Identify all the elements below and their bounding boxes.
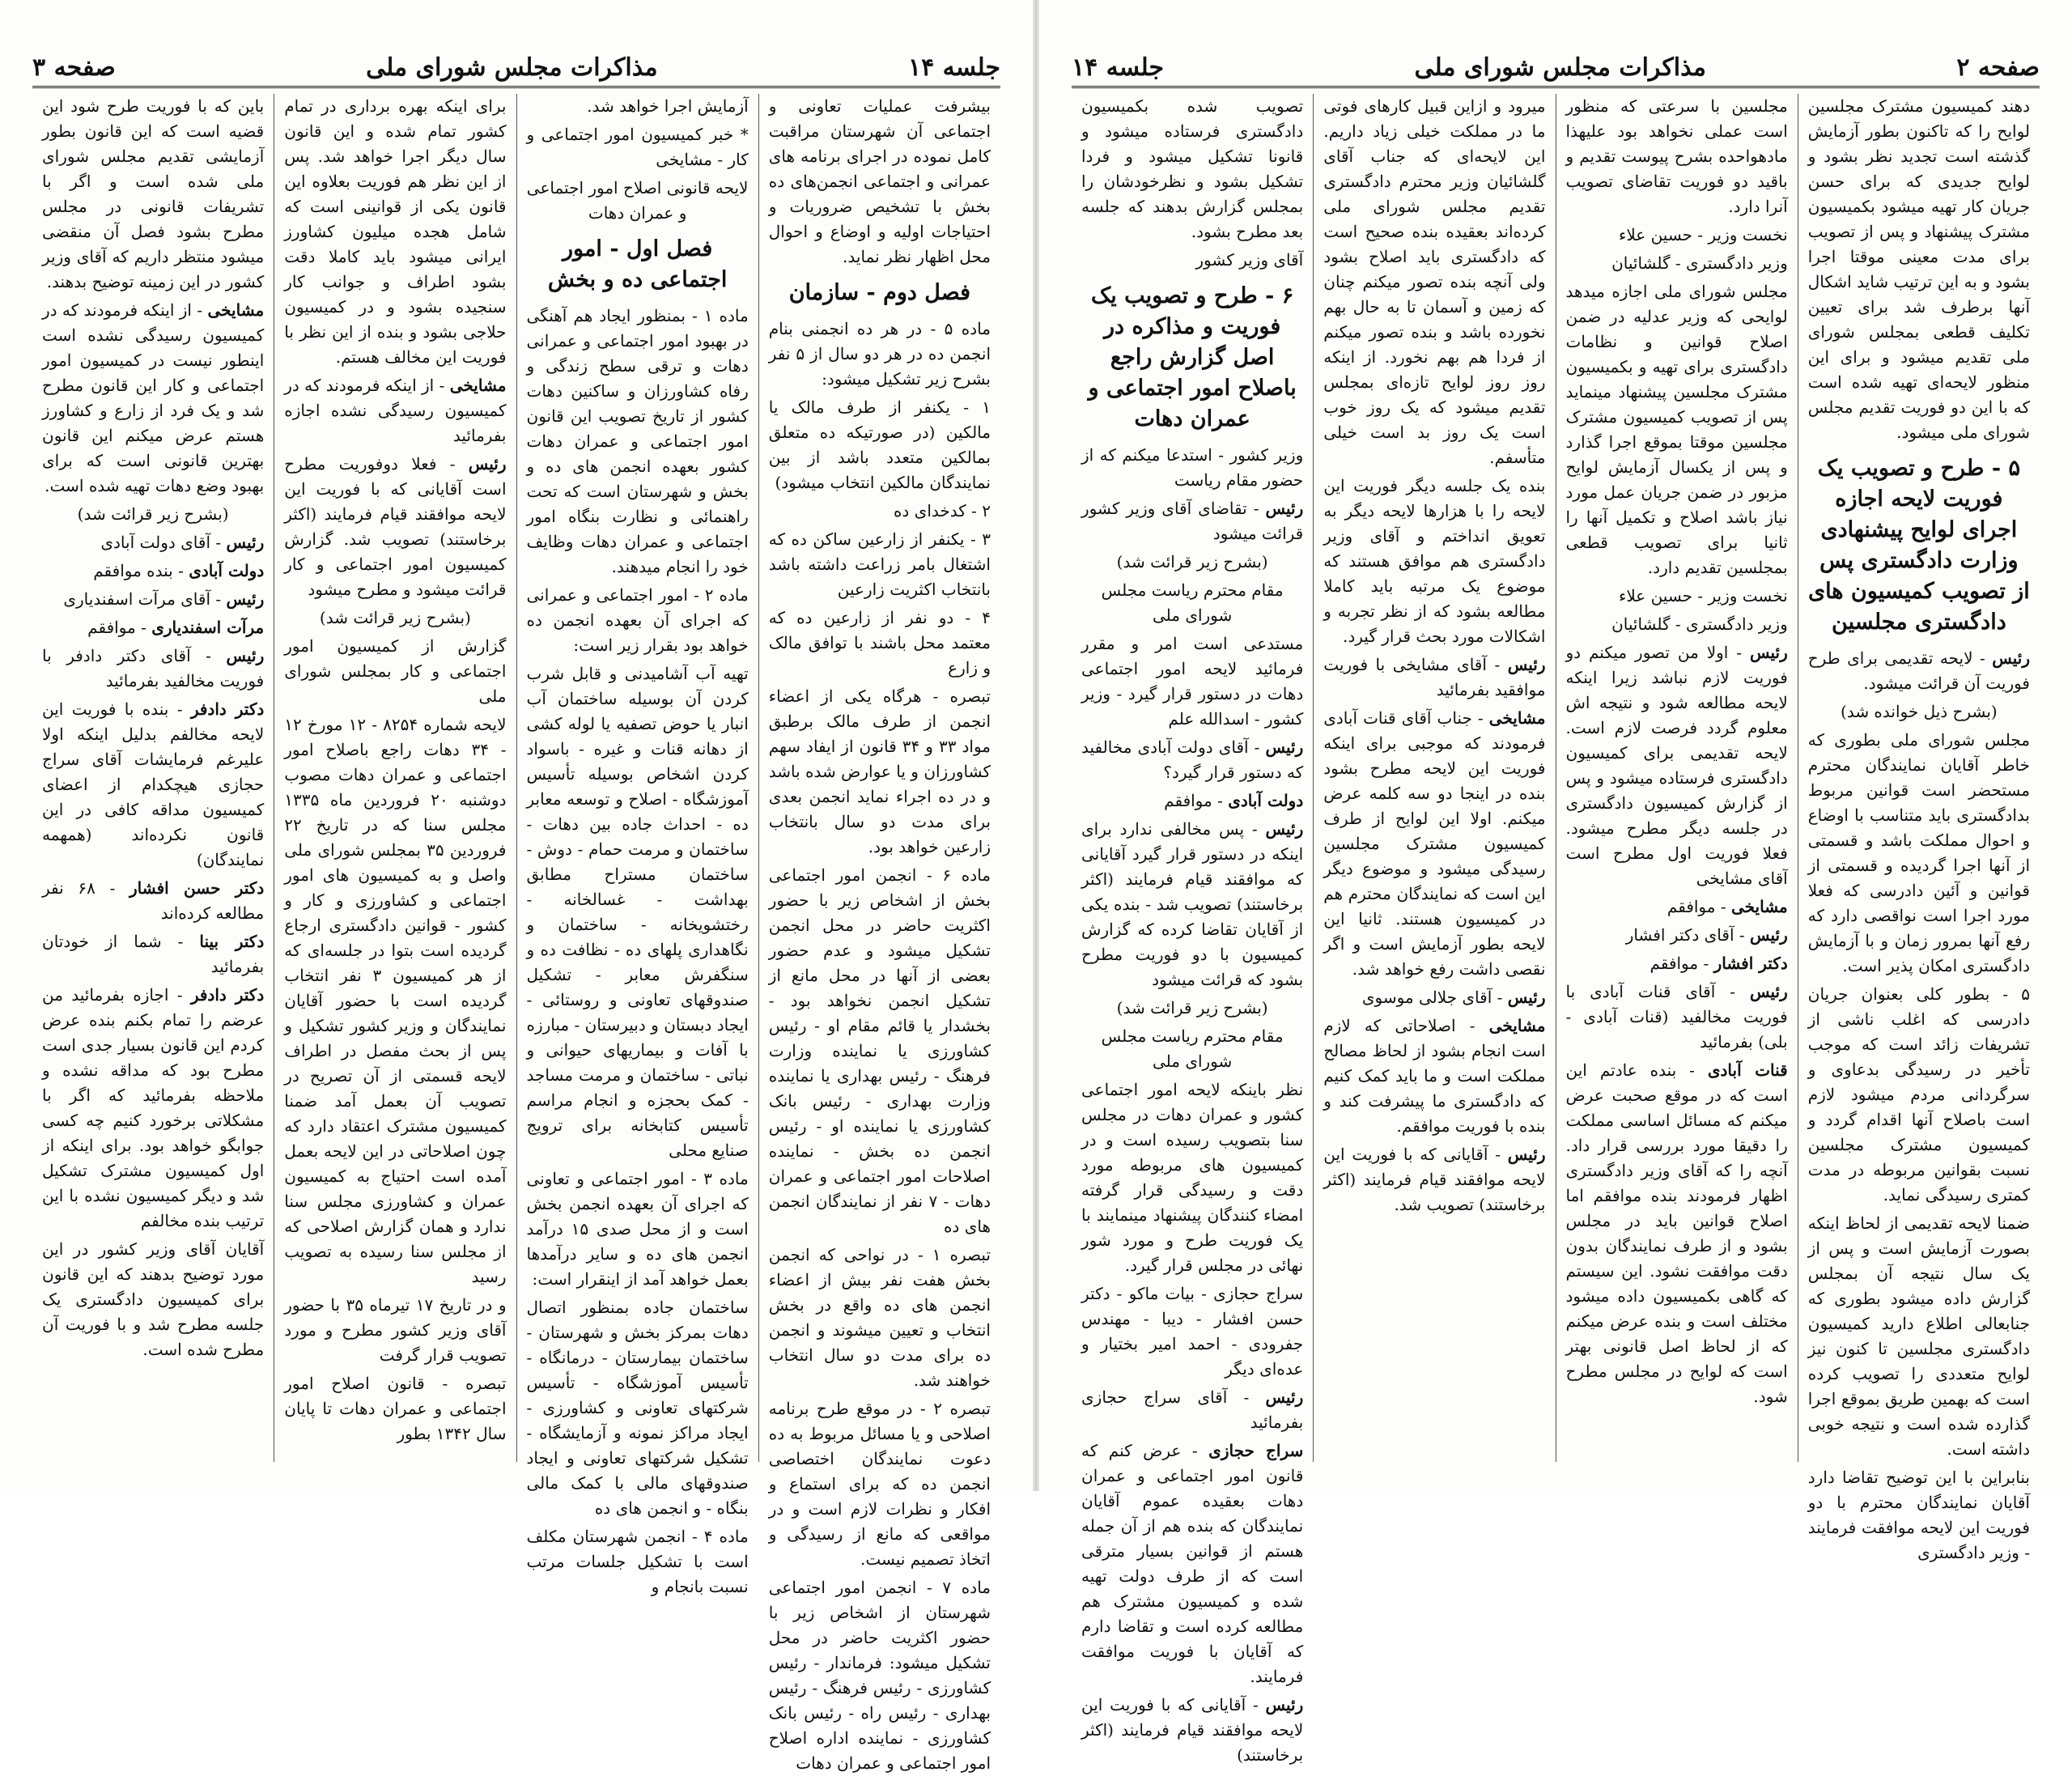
paragraph: تبصره - قانون اصلاح امور اجتماعی و عمران دهات تا پایان سال ۱۳۴۲ بطور (284, 1374, 507, 1443)
paragraph: دهند کمیسیون مشترک مجلسین لوایح را که تاکنون بطور آزمایش گذشته است تجدید نظر بشود و لوایح جدیدی که برای حسن جریان کار تهیه میشود بکمیسیون مشترک پیشنهاد و پس از تصویب برای مدت معینی موقتا اجرا بشود و به این ترتیب شاید اشکال آنها برطرف شد برای تعیین تکلیف قطعی بمجلس شورای ملی تقدیم میشود و برای این منظور لایحه‌ای تهیه شده است که با این دو فوریت تقدیم مجلس شورای ملی میشود. (1807, 96, 2030, 442)
right-header-rule (1072, 86, 2040, 88)
speaker-name: رئیس (468, 454, 507, 474)
speaker-paragraph: رئیس - آقای دولت آبادی مخالفید که دستور قرار گیرد؟ (1081, 737, 1304, 782)
paragraph: آقایان آقای وزیر کشور در این مورد توضیح بدهند که این قانون برای کمیسیون دادگستری یک جلسه مطرح شد و با فوریت آن مطرح شده است. (42, 1239, 265, 1359)
centered-line: (بشرح زیر قرائت شد) (319, 608, 471, 627)
speaker-paragraph: رئیس - اولا من تصور میکنم دو فوریت لازم نباشد زیرا اینکه لایحه مطالعه شود و نتیجه اش معلوم گردد فرصت لازم است. لایحه تقدیمی برای کمیسیون دادگستری فرستاده میشود و پس از گزارش کمیسیون دادگستری در جلسه دیگر مطرح میشود. فعلا فوریت اول مطرح است آقای مشایخی (1565, 643, 1788, 888)
speaker-name: دکتر بینا (199, 932, 265, 951)
paragraph: ماده ۳ - امور اجتماعی و تعاونی که اجرای آن بعهده انجمن بخش است و از محل صدی ۱۵ درآمد انجمن های ده و سایر درآمدها بعمل خواهد آمد از اینقرار است: (526, 1169, 749, 1289)
paragraph: ضمنا لایحه تقدیمی از لحاظ اینکه بصورت آزمایش است و پس از یک سال نتیجه آن بمجلس گزارش داده میشود بطوری که جنابعالی اطلاع دارید کمیسیون دادگستری مجلسین تا کنون نیز لوایح متعددی را تصویب کرده است که بهمین طریق بموقع اجرا گذارده شده است و نتیجه خوبی داشته است. (1807, 1213, 2030, 1459)
speaker-paragraph: رئیس - آقای دولت آبادی (100, 533, 265, 552)
speaker-name: دولت آبادی (189, 561, 265, 580)
paragraph: نظر باینکه لایحه امور اجتماعی کشور و عمران دهات در مجلس سنا بتصویب رسیده است و در کمیسیون های مربوطه مورد دقت و رسیدگی قرار گرفته امضاء کنندگان پیشنهاد مینمایند با یک فوریت طرح و مورد شور نهائی در مجلس قرار گیرد. (1081, 1080, 1304, 1275)
paragraph: تبصره ۱ - در نواحی که انجمن بخش هفت نفر بیش از اعضاء انجمن های ده واقع در بخش انتخاب و تعیین میشوند و انجمن ده برای مدت دو سال انتخاب خواهند شد. (768, 1245, 991, 1390)
speaker-name: دولت آبادی (1228, 791, 1304, 810)
right-page-number: صفحه ۲ (1956, 53, 2040, 82)
centered-line: (بشرح زیر قرائت شد) (1116, 998, 1268, 1018)
speaker-paragraph: رئیس - آقای دکتر افشار (1625, 925, 1788, 945)
paragraph: تبصره - هرگاه یکی از اعضاء انجمن از طرف مالک برطبق مواد ۳۳ و ۳۴ قانون از ایفاد سهم کشاورزان و یا عوارض شده باشد و در ده اجراء نماید انجمن بعدی برای مدت دو سال بانتخاب زارعین خواهد بود. (768, 686, 991, 856)
left-page-title: مذاکرات مجلس شورای ملی (366, 53, 658, 82)
paragraph: مجلس شورای ملی اجازه میدهد لوایحی که وزیر عدلیه در ضمن اصلاح قوانین و نظامات دادگستری برای تهیه و بکمیسیون مشترک مجلسین پیشنهاد مینماید پس از تصویب کمیسیون مشترک مجلسین موقتا بموقع اجرا گذارد و پس از یکسال آزمایش لوایح مزبور در ضمن جریان عمل مورد نیاز باشد اصلاح و تکمیل آنها را ثانیا برای تصویب قطعی بمجلسین تقدیم دارد. (1565, 282, 1788, 577)
page-gutter (1033, 0, 1039, 1491)
speaker-paragraph: دکتر بینا - شما از خودتان بفرمائید (42, 932, 265, 976)
left-page-number: صفحه ۳ (32, 53, 116, 82)
paragraph: میرود و ازاین قبیل کارهای فوتی ما در مملکت خیلی زیاد داریم. این لایحه‌ای که جناب آقای گلشائیان وزیر محترم دادگستری تقدیم مجلس شورای ملی کرده‌اند بعقیده بنده صحیح است که دادگستری باید اصلاح بشود ولی آنچه بنده تصور میکنم چنان که زمین و آسمان تا به حال بهم نخورده باشد و بنده تصور میکنم از فردا هم بهم نخورد. از اینکه روز روز لوایح تازه‌ای بمجلس تقدیم میشود که یک روز خوب است یک روز بد است خیلی متأسفم. (1323, 96, 1546, 467)
speaker-paragraph: قنات آبادی - بنده عادتم این است که در موقع صحبت عرض میکنم که مسائل اساسی مملکت را دقیقا مورد بررسی قرار داد. آنچه را که آقای وزیر دادگستری اظهار فرمودند بنده موافقم اما اصلاح قوانین باید در مجلس بشود و از طرف نمایندگان بدون دقت موافقت نشود. این سیستم که گاهی بکمیسیون داده میشود مختلف است و بنده عرض میکنم که از لحاظ اصل قانونی بهتر است که لوایح در مجلس مطرح شود. (1565, 1060, 1788, 1406)
paragraph: وزیر دادگستری - گلشائیان (1611, 253, 1788, 273)
speaker-paragraph: رئیس - لایحه تقدیمی برای طرح فوریت آن قرائت میشود. (1807, 648, 2030, 693)
paragraph: وزیر دادگستری - گلشائیان (1611, 614, 1788, 634)
speaker-paragraph: مشایخی - از اینکه فرمودند که در کمیسیون رسیدگی نشده اجازه بفرمائید (284, 376, 507, 445)
speaker-paragraph: رئیس - آقای قنات آبادی با فوریت مخالفید (قنات آبادی - بلی) بفرمائید (1565, 982, 1788, 1052)
paragraph: وزیر کشور - استدعا میکنم که از حضور مقام ریاست (1081, 445, 1304, 490)
centered-line: مقام محترم ریاست مجلس شورای ملی (1101, 580, 1284, 625)
text-column (758, 94, 1000, 1773)
speaker-name: رئیس (1749, 982, 1788, 1001)
paragraph: ماده ۲ - امور اجتماعی و عمرانی که اجرای آن بعهده انجمن ده خواهد بود بقرار زیر است: (526, 585, 749, 655)
speaker-name: دکتر دادفر (190, 985, 265, 1005)
centered-line: (بشرح زیر قرائت شد) (1116, 552, 1268, 571)
paragraph: برای اینکه بهره برداری در تمام کشور تمام شده و این قانون سال دیگر اجرا خواهد شد. پس از این نظر هم فوریت بعلاوه این قانون یکی از قوانینی است که شامل هجده میلیون کشاورز ایرانی میشود باید کاملا دقت بشود اطراف و جوانب کار سنجیده بشود و در کمیسیون حلاجی بشود و بنده از این نظر با فوریت این مخالف هستم. (284, 96, 507, 367)
paragraph: تبصره ۲ - در موقع طرح برنامه اصلاحی و یا مسائل مربوط به ده دعوت نمایندگان اختصاصی انجمن ده که برای استماع و افکار و نظرات لازم است و در مواقعی که مانع از رسیدگی و اتخاذ تصمیم نیست. (768, 1399, 991, 1569)
speaker-name: مشایخی (449, 376, 507, 395)
section-heading: ۶ - طرح و تصویب یک فوریت و مذاکره در اصل گزارش راجع باصلاح امور اجتماعی و عمران دهات (1088, 283, 1297, 431)
speaker-paragraph: رئیس - آقای مرآت اسفندیاری (63, 589, 265, 609)
speaker-paragraph: رئیس - پس مخالفی ندارد برای اینکه در دستور قرار گیرد آقایانی که موافقند قیام فرمایند (اکثر برخاستند) تصویب شد - بنده یکی از آقایان تقاضا کرده که گزارش کمیسیون با دو فوریت مطرح بشود که قرائت میشود (1081, 819, 1304, 989)
section-heading: ۵ - طرح و تصویب یک فوریت لایحه اجازه اجرای لوایح پیشنهادی وزارت دادگستری پس از تصویب کمیسیون های دادگستری مجلسین (1807, 456, 2030, 635)
paragraph: ۱ - یکنفر از طرف مالک یا مالکین (در صورتیکه ده متعلق بمالکین متعدد باشد از بین نمایندگان مالکین انتخاب میشود) (768, 397, 991, 492)
speaker-name: رئیس (1265, 737, 1304, 757)
speaker-name: دکتر دادفر (190, 699, 265, 719)
paragraph: ۴ - دو نفر از زارعین ده که معتمد محل باشند با توافق مالک و زارع (768, 608, 991, 678)
text-column (1798, 94, 2040, 1562)
right-page (1039, 0, 2072, 1765)
speaker-name: دکتر افشار (1713, 954, 1788, 973)
speaker-name: رئیس (1265, 1695, 1304, 1714)
paragraph: آقای وزیر کشور (1195, 250, 1304, 270)
speaker-name: مشایخی (1730, 897, 1788, 916)
speaker-paragraph: دکتر دادفر - اجازه بفرمائید من عرضم را تمام بکنم بنده عرض کردم این قانون بسیار جدی است مطرح بود که مداقه نشده و ملاحظه بفرمائید که اگر با مشکلاتی برخورد کنیم چه کسی جوابگو خواهد بود. برای اینکه از اول کمیسیون مشترک تشکیل شد و دیگر کمیسیون نشده با این ترتیب بنده مخالفم (42, 985, 265, 1230)
centered-line: لایحه قانونی اصلاح امور اجتماعی و عمران دهات (526, 178, 749, 223)
speaker-name: رئیس (1507, 988, 1546, 1007)
paragraph: مجلسین با سرعتی که منظور است عملی نخواهد بود علیهذا مادهواحده بشرح پیوست تقدیم و باقید دو فوریت تقاضای تصویب آنرا دارد. (1565, 96, 1788, 216)
right-page-header (1072, 47, 2040, 87)
paragraph: ماده ۶ - انجمن امور اجتماعی بخش از اشخاص زیر با حضور اکثریت حاضر در محل انجمن تشکیل میشود و عدم حضور بعضی از آنها در محل مانع از تشکیل انجمن نخواهد بود - بخشدار یا قائم مقام او - رئیس کشاورزی یا نماینده وزارت فرهنگ - رئیس بهداری یا نماینده وزارت بهداری - رئیس بانک کشاورزی یا نماینده او - رئیس انجمن ده بخش - نماینده اصلاحات امور اجتماعی و عمران دهات - ۷ نفر از نمایندگان انجمن های ده (768, 865, 991, 1236)
text-column (274, 94, 516, 1462)
centered-line: مقام محترم ریاست مجلس شورای ملی (1101, 1026, 1284, 1071)
speaker-paragraph: مشایخی - موافقم (1667, 897, 1788, 916)
paragraph: و در تاریخ ۱۷ تیرماه ۳۵ با حضور آقای وزیر کشور مطرح و مورد تصویب قرار گرفت (284, 1295, 507, 1365)
speaker-paragraph: دولت آبادی - بنده موافقم (93, 561, 265, 580)
speaker-paragraph: دکتر حسن افشار - ۶۸ نفر مطالعه کرده‌اند (42, 878, 265, 923)
paragraph: ساختمان جاده بمنظور اتصال دهات بمرکز بخش و شهرستان - ساختمان بیمارستان - درمانگاه - تأسیس آموزشگاه - تأسیس شرکتهای تعاونی و کشاورزی - ایجاد مراکز نمونه و آزمایشگاه - تشکیل شرکتهای تعاونی و ایجاد صندوقهای مالی با کمک مالی بنگاه - و انجمن های ده (526, 1298, 749, 1518)
speaker-name: رئیس (1749, 643, 1788, 662)
paragraph: تصویب شده بکمیسیون دادگستری فرستاده میشود و قانونا تشکیل میشود و فردا تشکیل بشود و نظرخودشان را بمجلس گزارش بدهند که جلسه بعد مطرح بشود. (1081, 96, 1304, 241)
speaker-paragraph: رئیس - آقای مشایخی با فوریت موافقید بفرمائید (1323, 655, 1546, 699)
left-page (0, 0, 1033, 1773)
paragraph: نخست وزیر - حسین علاء (1618, 586, 1788, 605)
paragraph: ۲ - کدخدای ده (893, 501, 991, 520)
paragraph: بنابراین با این توضیح تقاضا دارد آقایان نمایندگان محترم با دو فوریت این لایحه موافقت فرمایند - وزیر دادگستری (1807, 1468, 2030, 1562)
paragraph: ماده ۷ - انجمن امور اجتماعی شهرستان از اشخاص زیر با حضور اکثریت حاضر در محل تشکیل میشود: فرماندار - رئیس کشاورزی - رئیس فرهنگ - رئیس بهداری - رئیس راه - رئیس بانک کشاورزی - نماینده اداره اصلاح امور اجتماعی و عمران دهات (768, 1578, 991, 1773)
paragraph: بیشرفت عملیات تعاونی و اجتماعی آن شهرستان مراقبت کامل نموده در اجرای برنامه های عمرانی و اجتماعی انجمن‌های ده بخش با تشخیص ضروریات و احتیاجات اولیه و اوضاع و احوال محل اظهار نظر نماید. (768, 96, 991, 266)
paragraph: آزمایش اجرا خواهد شد. (587, 96, 749, 116)
speaker-paragraph: مرآت اسفندیاری - موافقم (87, 618, 265, 637)
speaker-paragraph: رئیس - آقای دکتر دادفر با فوریت مخالفید بفرمائید (42, 646, 265, 690)
speaker-name: مشایخی (1488, 708, 1546, 728)
paragraph: * خبر کمیسیون امور اجتماعی و کار - مشایخی (526, 125, 749, 169)
paragraph: ماده ۵ - در هر ده انجمنی بنام انجمن ده در هر دو سال از ۵ نفر بشرح زیر تشکیل میشود: (768, 319, 991, 389)
speaker-name: دکتر حسن افشار (130, 878, 265, 898)
text-column (32, 94, 274, 1462)
paragraph: سراج حجازی - بیات ماکو - دکتر حسن افشار - دیبا - مهندس جفرودی - احمد امیر بختیار و عده‌ای دیگر (1081, 1284, 1304, 1379)
text-column (1556, 94, 1798, 1462)
speaker-name: رئیس (1507, 655, 1546, 674)
left-header-rule (32, 86, 1000, 88)
paragraph: مستدعی است امر و مقرر فرمائید لایحه امور اجتماعی دهات در دستور قرار گیرد - وزیر کشور - اسدالله علم (1081, 634, 1304, 729)
paragraph: ماده ۴ - انجمن شهرستان مکلف است با تشکیل جلسات مرتب نسبت بانجام و (526, 1527, 749, 1596)
speaker-paragraph: رئیس - آقایانی که با فوریت این لایحه موافقند قیام فرمایند (اکثر برخاستند) (1081, 1695, 1304, 1765)
speaker-paragraph: رئیس - آقای جلالی موسوی (1361, 988, 1546, 1007)
text-column (1072, 94, 1313, 1765)
speaker-name: رئیس (226, 646, 265, 665)
paragraph: لایحه شماره ۸۲۵۴ - ۱۲ مورخ ۱۲ - ۳۴ دهات راجع باصلاح امور اجتماعی و عمران دهات مصوب دوشنبه ۲۰ فروردین ماه ۱۳۳۵ مجلس سنا که در تاریخ ۲۲ فروردین ۳۵ بمجلس شورای ملی واصل و به کمیسیون های امور اجتماعی و کشاورزی و کار و کشور - قوانین دادگستری ارجاع گردیده است بتوا در جلسه‌ای که از هر کمیسیون ۳ نفر انتخاب گردیده است با حضور آقایان نمایندگان و وزیر کشور تشکیل و پس از بحث مفصل در اطراف لایحه قسمتی از آن تصریح در تصویب آن بعمل آمد ضمنا کمیسیون مشترک اعتقاد دارد که چون اصلاحاتی در این لایحه بعمل آمده است احتیاج به کمیسیون عمران و کشاورزی مجلس سنا ندارد و همان گزارش اصلاحی که از مجلس سنا رسیده به تصویب رسید (284, 715, 507, 1286)
section-heading: فصل اول - امور اجتماعی ده و بخش (547, 236, 728, 292)
paragraph: ۳ - یکنفر از زارعین ساکن ده که اشتغال بامر زراعت داشته باشد بانتخاب اکثریت زارعین (768, 529, 991, 599)
text-column (516, 94, 758, 1596)
paragraph: مجلس شورای ملی بطوری که خاطر آقایان نمایندگان محترم مستحضر است قوانین مربوط بدادگستری باید متناسب با اوضاع و احوال مملکت باشد و قسمتی از آنها اجرا گردیده و قسمتی از قوانین و آئین دادرسی که فعلا مورد اجرا است نواقصی دارد که رفع آنها بمرور زمان و با آزمایش دادگستری امکان پذیر است. (1807, 730, 2030, 975)
speaker-name: مرآت اسفندیاری (151, 618, 265, 637)
speaker-paragraph: مشایخی - از اینکه فرمودند که در کمیسیون رسیدگی نشده است اینطور نیست در کمیسیون امور اجتماعی و کار این قانون مطرح شد و یک فرد از زارع و کشاورز هستم عرض میکنم این قانون بهترین قانونی است که برای بهبود وضع دهات تهیه شده است. (41, 300, 265, 495)
speaker-paragraph: مشایخی - جناب آقای قنات آبادی فرمودند که موجبی برای اینکه فوریت این لایحه مطرح بشود بنده در اینجا دو سه کلمه عرض میکنم. اولا این لوایح از طرف کمیسیون مشترک مجلسین رسیدگی میشود و موضوع دیگر این است که نمایندگان محترم هم در کمیسیون هستند. ثانیا این لایحه بطور آزمایش است و اگر نقصی داشت رفع خواهد شد. (1323, 708, 1546, 979)
right-session-label: جلسه ۱۴ (1072, 53, 1165, 82)
paragraph: نخست وزیر - حسین علاء (1618, 225, 1788, 244)
speaker-name: مشایخی (207, 300, 265, 320)
speaker-name: رئیس (1265, 819, 1304, 839)
speaker-paragraph: مشایخی - اصلاحاتی که لازم است انجام بشود از لحاظ مصالح مملکت است و ما باید کمک کنیم که دادگستری ما پیشرفت کند و بنده با فوریت موافقم. (1323, 1016, 1546, 1136)
speaker-paragraph: رئیس - فعلا دوفوریت مطرح است آقایانی که با فوریت این لایحه موافقند قیام فرمایند (اکثر برخاستند) تصویب شد. گزارش کمیسیون امور اجتماعی و کار قرائت میشود و مطرح میشود (284, 454, 507, 599)
speaker-name: مشایخی (1488, 1016, 1546, 1035)
speaker-name: قنات آبادی (1707, 1060, 1788, 1080)
centered-line: (بشرح زیر قرائت شد) (77, 504, 229, 524)
paragraph: باین که با فوریت طرح شود این قضیه است که این قانون بطور آزمایشی تقدیم مجلس شورای ملی شده است و اگر با تشریفات قانونی در مجلس مطرح بشود فصل آن منقضی میشود منتظر داریم که آقای وزیر کشور در این زمینه توضیح بدهند. (42, 96, 265, 291)
speaker-paragraph: رئیس - آقایانی که با فوریت این لایحه موافقند قیام فرمایند (اکثر برخاستند) تصویب شد. (1323, 1145, 1546, 1214)
speaker-paragraph: دکتر افشار - موافقم (1650, 954, 1788, 973)
paragraph: گزارش از کمیسیون امور اجتماعی و کار بمجلس شورای ملی (284, 636, 507, 706)
right-columns (1072, 94, 2040, 1765)
speaker-paragraph: سراج حجازی - عرض کنم که قانون امور اجتماعی و عمران دهات بعقیده عموم آقایان نمایندگان که بنده هم از آن جمله هستم از قوانین بسیار مترقی است که از طرف دولت تهیه شده و کمیسیون مشترک هم مطالعه کرده است و تقاضا دارم که آقایان با فوریت موافقت فرمایند. (1081, 1441, 1304, 1686)
section-heading: فصل دوم - سازمان (788, 280, 971, 305)
speaker-paragraph: دکتر دادفر - بنده با فوریت این لایحه مخالفم بدلیل اینکه اولا علیرغم فرمایشات آقای سراج حجازی هیچکدام از اعضای کمیسیون مداقه کافی در این قانون نکرده‌اند (همهمه نمایندگان) (42, 699, 265, 869)
right-page-title: مذاکرات مجلس شورای ملی (1414, 53, 1706, 82)
paragraph: ماده ۱ - بمنظور ایجاد هم آهنگی در بهبود امور اجتماعی و عمرانی دهات و ترقی سطح زندگی و رفاه کشاورزان و ساکنین دهات کشور از تاریخ تصویب این قانون امور اجتماعی و عمران دهات کشور بعهده انجمن های ده و بخش و شهرستان است که تحت راهنمائی و نظارت بنگاه امور اجتماعی و عمران دهات وظایف خود را انجام میدهند. (526, 306, 749, 576)
speaker-name: سراج حجازی (1208, 1441, 1304, 1460)
speaker-name: رئیس (1749, 925, 1788, 945)
speaker-paragraph: رئیس - تقاضای آقای وزیر کشور قرائت میشود (1081, 499, 1304, 543)
left-page-header (32, 47, 1000, 87)
speaker-name: رئیس (1265, 499, 1304, 518)
centered-line: (بشرح ذیل خوانده شد) (1841, 702, 1998, 721)
left-columns (32, 94, 1000, 1773)
paragraph: ۵ - بطور کلی بعنوان جریان دادرسی که اغلب ناشی از تشریفات زائد است که موجب تأخیر در رسیدگی بدعاوی و سرگردانی مردم میشود لازم است باصلاح آنها اقدام گردد و کمیسیون مشترک مجلسین نسبت بقوانین مربوطه در مدت کمتری رسیدگی نماید. (1807, 984, 2030, 1205)
speaker-name: رئیس (1265, 1387, 1304, 1407)
text-column (1313, 94, 1555, 1462)
speaker-name: رئیس (226, 533, 265, 552)
speaker-name: رئیس (1507, 1145, 1546, 1164)
speaker-name: رئیس (1992, 648, 2030, 668)
paragraph: تهیه آب آشامیدنی و قابل شرب کردن آن بوسیله ساختمان آب انبار یا حوض تصفیه یا لوله کشی از دهانه قنات و غیره - باسواد کردن اشخاص بوسیله تأسیس آموزشگاه - اصلاح و توسعه معابر ده - احداث جاده بین دهات - ساختمان و مرمت حمام - دوش - ساختمان مستراح مطابق بهداشت - غسالخانه - رختشویخانه - ساختمان و نگاهداری پلهای ده - نظافت ده و سنگفرش معابر - تشکیل صندوقهای تعاونی و روستائی - ایجاد دبستان و دبیرستان - مبارزه با آفات و بیماریهای حیوانی و نباتی - ساختمان و مرمت مساجد - کمک بحجزه و انجام مراسم تأسیس کتابخانه برای ترویج صنایع محلی (526, 664, 749, 1160)
speaker-paragraph: رئیس - آقای سراج حجازی بفرمائید (1081, 1387, 1304, 1432)
speaker-name: رئیس (226, 589, 265, 609)
speaker-paragraph: دولت آبادی - موافقم (1164, 791, 1304, 810)
left-session-label: جلسه ۱۴ (907, 53, 1000, 82)
paragraph: بنده یک جلسه دیگر فوریت این لایحه را با هزارها لایحه دیگر به تعویق انداختم و آقای وزیر دادگستری هم موافق هستند که موضوع یک مرتبه باید کاملا مطالعه بشود که از نظر تجربه و اشکالات مورد بحث قرار گیرد. (1323, 476, 1546, 646)
